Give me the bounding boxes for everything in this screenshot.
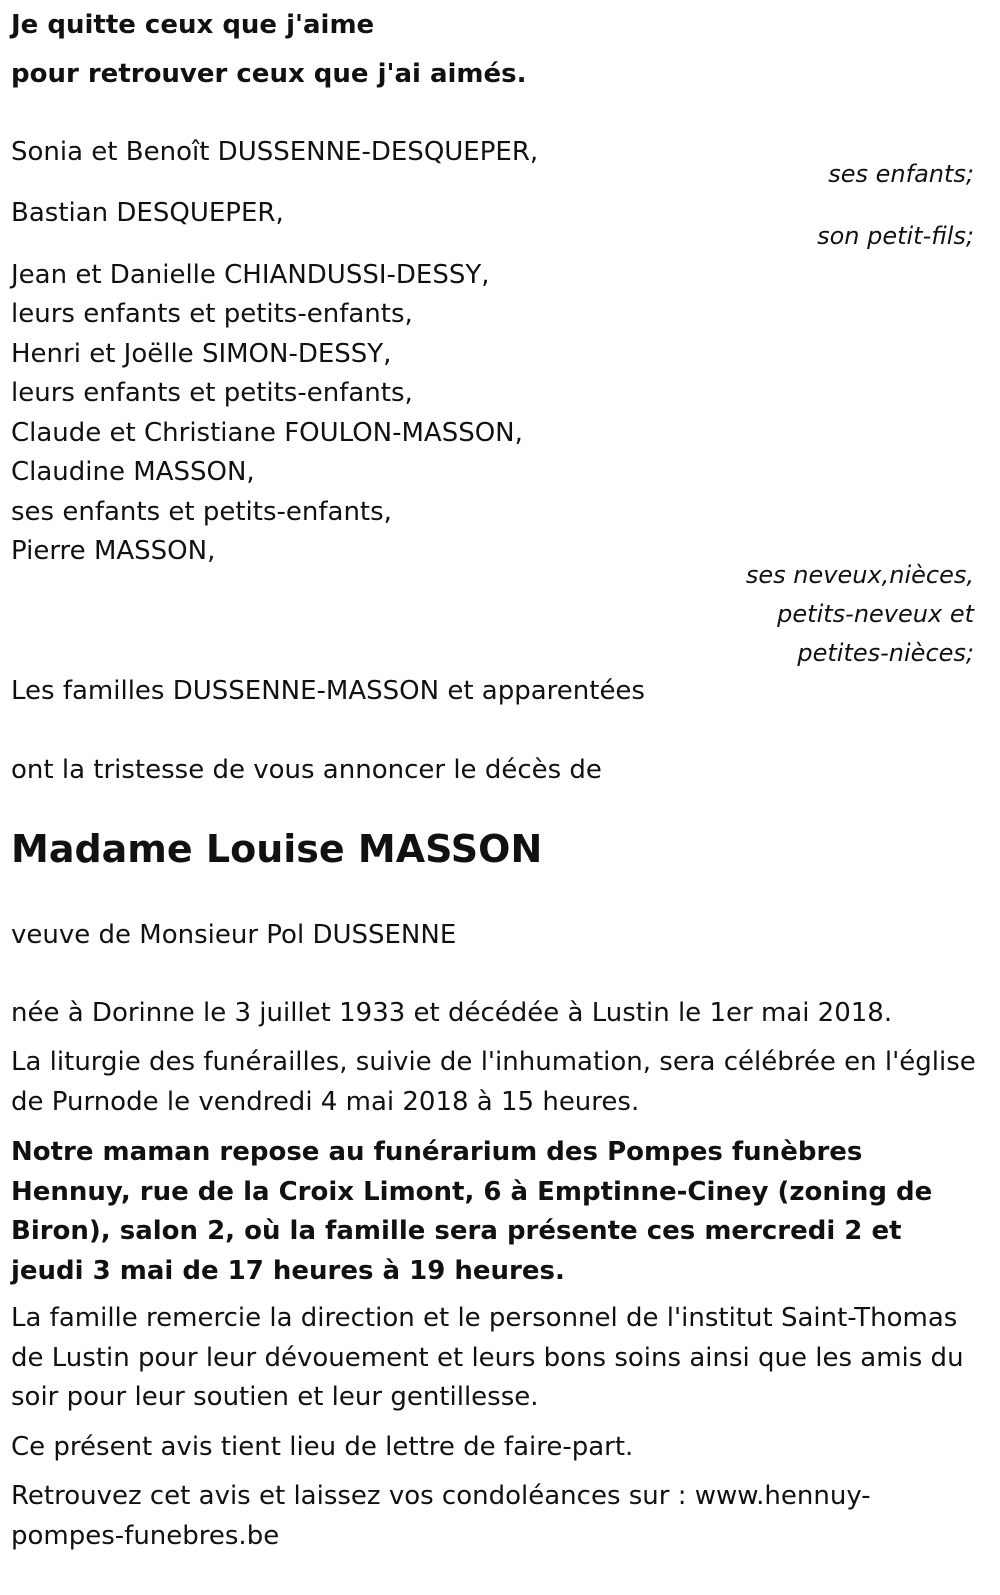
family-grandson: Bastian DESQUEPER,	[11, 198, 284, 228]
family-nephews-line: ses enfants et petits-enfants,	[11, 497, 392, 527]
family-nephews-line: Henri et Joëlle SIMON-DESSY,	[11, 339, 392, 369]
family-nephews-line: Jean et Danielle CHIANDUSSI-DESSY,	[11, 260, 490, 290]
family-nephews-line: leurs enfants et petits-enfants,	[11, 299, 413, 329]
epigraph-line-1: Je quitte ceux que j'aime	[11, 10, 375, 40]
rest-paragraph: Notre maman repose au funérarium des Pompes funèbres Hennuy, rue de la Croix Limont, 6 à Emptinne-Ciney (zoning de Biron), salon 2, où la famille sera présente ces mercredi 2 et jeudi 3 mai de 17 heures à 19 heures.	[11, 1137, 933, 1286]
role-children: ses enfants;	[828, 160, 974, 188]
epigraph-line-2: pour retrouver ceux que j'ai aimés.	[11, 59, 527, 89]
family-related: Les familles DUSSENNE-MASSON et apparentées	[11, 676, 645, 706]
thanks-paragraph: La famille remercie la direction et le personnel de l'institut Saint-Thomas de Lustin pour leur dévouement et leurs bons soins ainsi que les amis du soir pour leur soutien et leur gentillesse.	[11, 1303, 964, 1412]
family-nephews-line: Claude et Christiane FOULON-MASSON,	[11, 418, 523, 448]
role-grandson: son petit-fils;	[817, 222, 974, 250]
family-nephews-line: Claudine MASSON,	[11, 457, 255, 487]
role-nephews: ses neveux,nièces,	[745, 561, 974, 589]
role-nephews: petits-neveux et	[777, 600, 974, 628]
family-nephews-line: leurs enfants et petits-enfants,	[11, 378, 413, 408]
announcement-text: ont la tristesse de vous annoncer le décès de	[11, 755, 602, 785]
funeral-paragraph: La liturgie des funérailles, suivie de l'inhumation, sera célébrée en l'église de Purnode le vendredi 4 mai 2018 à 15 heures.	[11, 1047, 976, 1117]
deceased-name: Madame Louise MASSON	[11, 827, 543, 871]
birth-death: née à Dorinne le 3 juillet 1933 et décédée à Lustin le 1er mai 2018.	[11, 998, 893, 1028]
family-children: Sonia et Benoît DUSSENNE-DESQUEPER,	[11, 137, 539, 167]
family-nephews-line: Pierre MASSON,	[11, 536, 216, 566]
role-nephews: petites-nièces;	[797, 639, 974, 667]
notice-paragraph: Ce présent avis tient lieu de lettre de faire-part.	[11, 1432, 634, 1462]
condolences-paragraph: Retrouvez cet avis et laissez vos condoléances sur : www.hennuy-pompes-funebres.be	[11, 1481, 871, 1551]
widow-of: veuve de Monsieur Pol DUSSENNE	[11, 920, 457, 950]
